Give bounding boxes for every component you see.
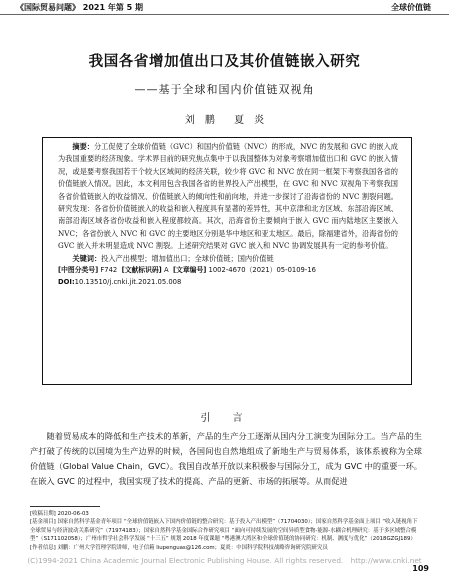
page-number: 109 xyxy=(412,564,429,573)
abstract-section xyxy=(58,141,398,288)
keywords-text: 投入产出模型；增加值出口；全球价值链；国内价值链 xyxy=(101,253,274,263)
journal-issue: 《国际贸易问题》 2021 年第 5 期 xyxy=(16,3,143,12)
classification-line xyxy=(58,265,398,277)
abstract-label: 摘要： xyxy=(72,142,94,151)
footnote-received: [收稿日期] 2020-06-03 xyxy=(30,511,89,517)
abstract-text: 分工促使了全球价值链（GVC）和国内价值链（NVC）的形成，NVC 的发展和 GVC 的嵌入成为我国重要的经济现象。学术界目前的研究焦点集中于以我国整体为对象考察增加值出口和 GVC 的嵌入情况，或是要考察我国若干个较大区域间的经济关联，较少将 GVC 和 NVC 放在同一框架下考察我国各省的价值链嵌入情况。因此，本文利用包含我国各省的世界投入产出模型，在 GVC 和 NVC 双视角下考察我国各省价值链嵌入的收益情况、价值链嵌入的倾向性和前向地，并进一步探讨了沿海省份的 NVC 割裂问题。研究发现：各省份价值链嵌入的收益和嵌入程度具有显著的差异性，其中京津和北方区域、东部沿海区域、南部沿海区域各省份收益和嵌入程度都较高。其次，沿海省份主要倾向于嵌入 GVC 而内陆地区主要嵌入 NVC；各省份嵌入 NVC 和 GVC 的主要地区分别是华中地区和亚太地区。最后，除福建省外，沿海省份的 GVC 嵌入并未明显造成 NVC 割裂。上述研究结果对 GVC 嵌入和 NVC 协调发展具有一定的参考价值。 xyxy=(58,142,398,251)
paper-title: 我国各省增加值出口及其价值链嵌入研究 xyxy=(88,54,361,70)
intro-paragraph: 随着贸易成本的降低和生产技术的革新，产品的生产分工逐渐从国内分工演变为国际分工。当产品的生产打破了传统的以国境为生产边界的时候，各国间也自然地组成了新地生产与贸易体系，该体系被称为全球价值链（Global Value Chain，GVC）。我国自改革开放以来积极参与国际分工，成为 GVC 中的重要一环。在嵌入 GVC 的过程中，我国实现了技术的提高、产品的更新、市场的拓展等。从而促进 xyxy=(30,431,422,486)
author-name: 刘 鹏 xyxy=(184,115,215,126)
copyright-watermark: (C)1994-2021 China Academic Journal Electronic Publishing House. All rights reserved. http://www.cnki.net xyxy=(27,556,422,565)
doi-label: DOI: xyxy=(58,277,75,286)
footnotes xyxy=(30,510,422,552)
section-label: 全球价值链 xyxy=(391,3,431,12)
doc-code-label: [文献标识码] xyxy=(121,266,162,275)
paper-subtitle: ——基于全球和国内价值链双视角 xyxy=(134,83,315,96)
clc-label: [中图分类号] xyxy=(58,266,99,275)
page-header xyxy=(0,0,449,15)
doc-code: A xyxy=(163,266,169,275)
author-list xyxy=(0,111,449,126)
article-number-label: [文章编号] xyxy=(172,266,207,275)
footnote-divider xyxy=(30,506,100,507)
intro-heading: 引 言 xyxy=(200,413,249,424)
article-number: 1002-4670（2021）05-0109-16 xyxy=(208,266,316,275)
author-name: 夏 炎 xyxy=(234,115,265,126)
footnote-funding: [基金项目] 国家自然科学基金青年项目 “全球价值链嵌入下国内价值链的整合研究：基于投入产出模型”（71704030）；国家自然科学基金面上项目 “收入链视角下全球贸易与经济波动关系研究”（71974183）；国家自然科学基金国际合作研究项目 “面向可持续发展的空间异质型食物-能源-水耦合机理研究：基于多区域整合模型”（S171102058）；广州市哲学社会科学发展 “十三五” 规划 2018 年度课题 “粤港澳大湾区和全球价值链的协同研究：机制、测度与优化”（2018GZGJ189） xyxy=(30,519,418,543)
footnote-author-info: [作者信息] 刘鹏：广州大学管理学院讲师，电子信箱 liupenguas@126.com；夏炎：中国科学院科技战略咨询研究院研究员 xyxy=(30,544,328,551)
doi-line xyxy=(58,277,398,289)
keywords-label: 关键词： xyxy=(72,253,102,263)
doi-value: 10.13510/j.cnki.jit.2021.05.008 xyxy=(74,277,182,286)
clc-code: F742 xyxy=(100,266,118,275)
